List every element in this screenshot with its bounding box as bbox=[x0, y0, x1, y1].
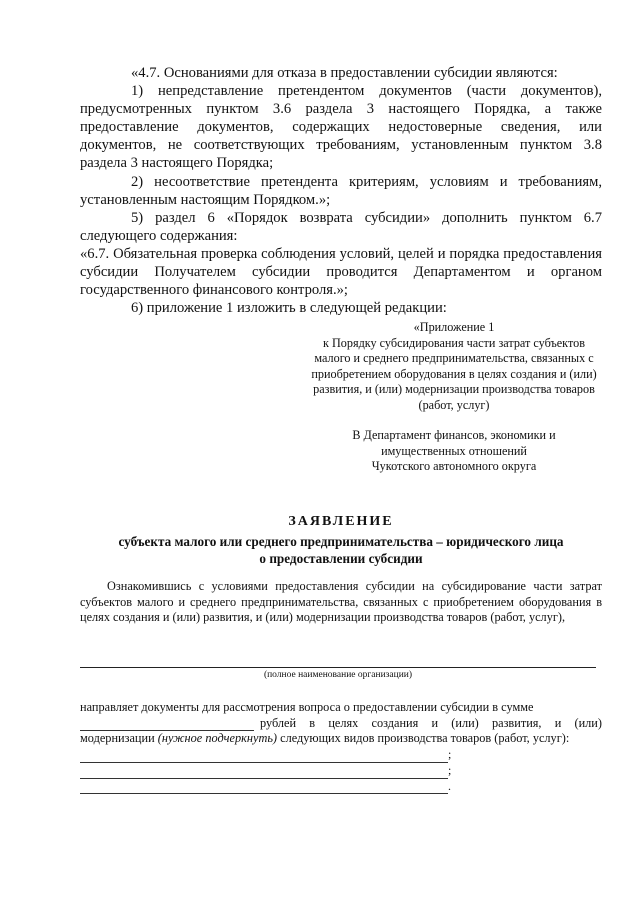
statement-title: ЗАЯВЛЕНИЕ bbox=[288, 514, 394, 529]
underline-note: (нужное подчеркнуть) bbox=[157, 731, 278, 746]
appendix-line: развития, и (или) модернизации производства товаров bbox=[313, 382, 595, 397]
addressee-line: Чукотского автономного округа bbox=[371, 459, 537, 474]
item-5: 5) раздел 6 «Порядок возврата субсидии» дополнить пунктом 6.7 следующего содержания: bbox=[80, 209, 602, 244]
amendments-text bbox=[80, 64, 602, 317]
appendix-line: (работ, услуг) bbox=[418, 397, 490, 412]
statement-subtitle-line-2: о предоставлении субсидии bbox=[259, 551, 423, 566]
production-type-row bbox=[80, 779, 602, 795]
appendix-line: к Порядку субсидирования части затрат субъектов bbox=[323, 335, 585, 350]
production-type-row bbox=[80, 763, 602, 779]
production-type-field-2[interactable] bbox=[80, 764, 448, 779]
clause-4-7-intro: «4.7. Основаниями для отказа в предоставлении субсидии являются: bbox=[131, 65, 558, 81]
statement-intro-text: Ознакомившись с условиями предоставления субсидии на субсидирование части затрат субъектов малого и среднего предпринимательства, связанных с приобретением оборудования в целях создания и (или) развития, и (или) модернизации производства товаров (работ, услуг), bbox=[80, 579, 602, 625]
appendix-line: приобретением оборудования в целях создания и (или) bbox=[311, 366, 597, 381]
production-type-field-1[interactable] bbox=[80, 748, 448, 763]
modernization-word: модернизации bbox=[80, 731, 155, 746]
statement-subtitle bbox=[80, 533, 602, 567]
statement-request bbox=[80, 700, 602, 794]
line-end-mark: ; bbox=[448, 747, 452, 762]
amount-row bbox=[80, 716, 602, 732]
statement-request-line-1: направляет документы для рассмотрения вопроса о предоставлении субсидии в сумме bbox=[80, 700, 534, 714]
addressee-line: В Департамент финансов, экономики и bbox=[352, 428, 556, 442]
line-end-mark: ; bbox=[448, 762, 452, 777]
appendix-line: малого и среднего предпринимательства, связанных с bbox=[314, 351, 594, 366]
amount-field[interactable] bbox=[80, 716, 254, 731]
organization-name-caption: (полное наименование организации) bbox=[263, 670, 413, 680]
clause-6-7: «6.7. Обязательная проверка соблюдения условий, целей и порядка предоставления субсидии Получателем субсидии проводится Департаментом и органом государственного финансового контроля.»; bbox=[80, 245, 602, 299]
statement-request-tail: следующих видов производства товаров (работ, услуг): bbox=[280, 731, 570, 746]
organization-name-field[interactable] bbox=[80, 667, 596, 668]
addressee-block bbox=[300, 428, 608, 475]
production-type-row bbox=[80, 747, 602, 763]
clause-4-7-item-1: 1) непредставление претендентом документов (части документов), предусмотренных пунктом 3.6 раздела 3 настоящего Порядка, а также предоставление документов, содержащих недостоверные сведения, или документов, не соответствующих требованиям, установленным пунктом 3.8 раздела 3 настоящего Порядка; bbox=[80, 83, 602, 172]
clause-4-7-item-2: 2) несоответствие претендента критериям, условиям и требованиям, установленным настоящим Порядком.»; bbox=[80, 173, 602, 208]
statement-request-line-2: рублей в целях создания и (или) развития, и (или) bbox=[260, 715, 602, 730]
addressee-line: имущественных отношений bbox=[381, 443, 527, 458]
production-type-field-3[interactable] bbox=[80, 779, 448, 794]
statement-intro bbox=[80, 579, 602, 626]
line-end-mark: . bbox=[448, 778, 451, 793]
statement-subtitle-line-1: субъекта малого или среднего предпринимательства – юридического лица bbox=[118, 534, 564, 549]
statement-request-line-3 bbox=[80, 731, 602, 747]
item-6: 6) приложение 1 изложить в следующей редакции: bbox=[131, 300, 447, 317]
appendix-header bbox=[300, 320, 608, 414]
appendix-line: «Приложение 1 bbox=[413, 320, 495, 334]
